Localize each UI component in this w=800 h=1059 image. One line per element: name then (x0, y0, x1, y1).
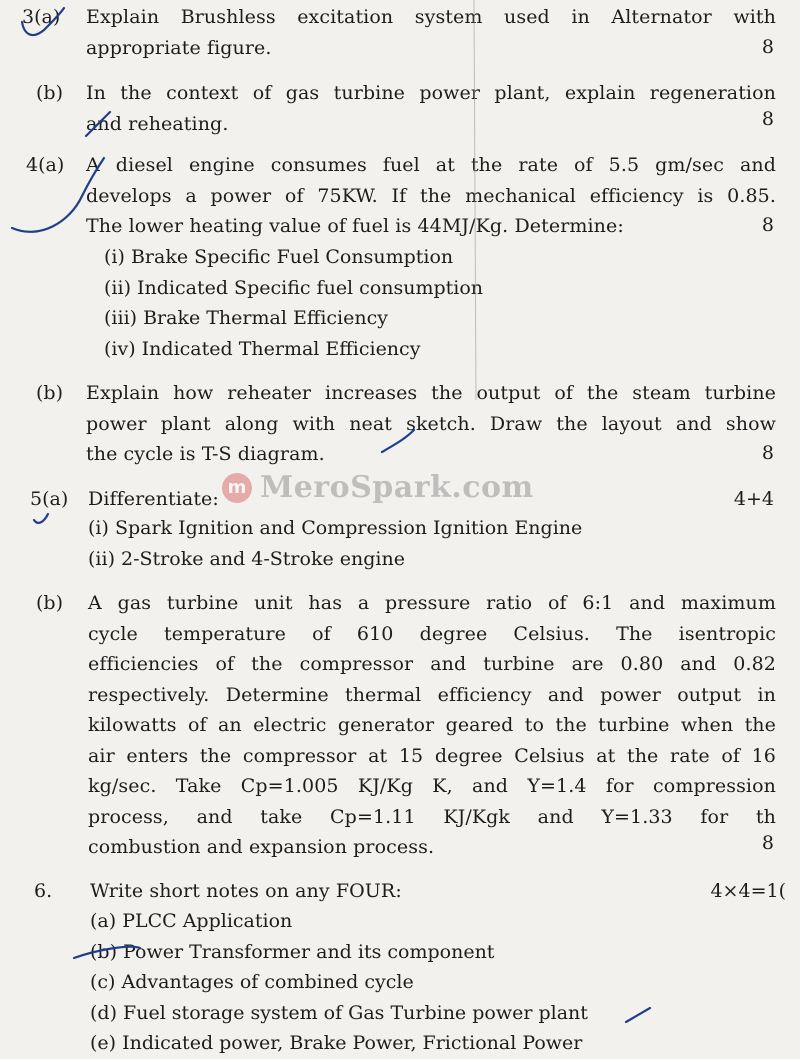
question-text (86, 78, 776, 139)
sub-question: (b) Power Transformer and its component (90, 940, 495, 963)
text-line: process, and take Cp=1.11 KJ/Kgk and Y=1.33 for th (88, 805, 776, 828)
watermark (222, 470, 534, 505)
sub-question-list (104, 242, 483, 364)
text-line: power plant along with neat sketch. Draw the layout and show (86, 412, 776, 435)
text-line: Explain how reheater increases the output of the steam turbine (86, 382, 776, 404)
text-line: A diesel engine consumes fuel at the rate of 5.5 gm/sec and (86, 154, 776, 176)
sub-question: (iii) Brake Thermal Efficiency (104, 307, 388, 329)
text-line: and reheating. (86, 112, 229, 135)
question-text (86, 2, 776, 63)
question-marks: 4+4 (733, 488, 774, 510)
sub-question: (a) PLCC Application (90, 910, 293, 932)
merospark-logo-icon: m (222, 473, 252, 503)
question-text (88, 588, 776, 863)
sub-question: (c) Advantages of combined cycle (90, 971, 414, 993)
text-line: kg/sec. Take Cp=1.005 KJ/Kg K, and Y=1.4 for compression (88, 775, 776, 797)
sub-question: (iv) Indicated Thermal Efficiency (104, 337, 421, 360)
text-line: In the context of gas turbine power plant, explain regeneration (86, 82, 776, 104)
text-line: Write short notes on any FOUR: (90, 880, 402, 902)
sub-question: (d) Fuel storage system of Gas Turbine power plant (90, 1001, 588, 1024)
text-line: appropriate figure. (86, 36, 272, 59)
question-number: (b) (36, 382, 63, 404)
watermark-text: MeroSpark.com (260, 470, 534, 505)
question-number: 3(a) (22, 6, 61, 28)
text-line: combustion and expansion process. (88, 836, 435, 858)
text-line: efficiencies of the compressor and turbine are 0.80 and 0.82 (88, 653, 776, 675)
question-marks: 8 (761, 214, 774, 236)
question-text (86, 378, 776, 470)
question-marks: 4×4=1( (710, 880, 786, 902)
question-marks: 8 (761, 832, 774, 854)
text-line: air enters the compressor at 15 degree Celsius at the rate of 16 (88, 744, 776, 767)
question-number: (b) (36, 82, 63, 104)
sub-question: (ii) 2-Stroke and 4-Stroke engine (88, 547, 405, 570)
text-line: kilowatts of an electric generator geared to the turbine when the (88, 714, 776, 736)
sub-question: (i) Spark Ignition and Compression Ignition Engine (88, 517, 583, 539)
pen-tick-5a (34, 514, 48, 523)
text-line: A gas turbine unit has a pressure ratio of 6:1 and maximum (88, 592, 776, 614)
sub-question: (ii) Indicated Specific fuel consumption (104, 276, 484, 299)
question-text (90, 876, 780, 907)
sub-question: (e) Indicated power, Brake Power, Frictional Power (90, 1032, 583, 1054)
text-line: Differentiate: (88, 488, 219, 510)
question-marks: 8 (761, 36, 774, 58)
question-text (86, 150, 776, 242)
sub-question: (i) Brake Specific Fuel Consumption (104, 246, 454, 268)
question-number: 5(a) (30, 488, 69, 510)
question-number: 4(a) (26, 154, 65, 176)
question-number: 6. (34, 880, 53, 902)
text-line: Explain Brushless excitation system used in Alternator with (86, 6, 776, 28)
text-line: cycle temperature of 610 degree Celsius. The isentropic (88, 622, 776, 645)
text-line: develops a power of 75KW. If the mechanical efficiency is 0.85. (86, 184, 776, 207)
text-line: respectively. Determine thermal efficiency and power output in (88, 683, 776, 706)
text-line: The lower heating value of fuel is 44MJ/Kg. Determine: (86, 215, 624, 237)
sub-question-list (90, 906, 588, 1059)
question-marks: 8 (761, 442, 774, 464)
question-number: (b) (36, 592, 63, 614)
sub-question-list (88, 513, 582, 574)
text-line: the cycle is T-S diagram. (86, 443, 325, 465)
pen-tick-6d (626, 1008, 650, 1022)
question-marks: 8 (761, 108, 774, 130)
